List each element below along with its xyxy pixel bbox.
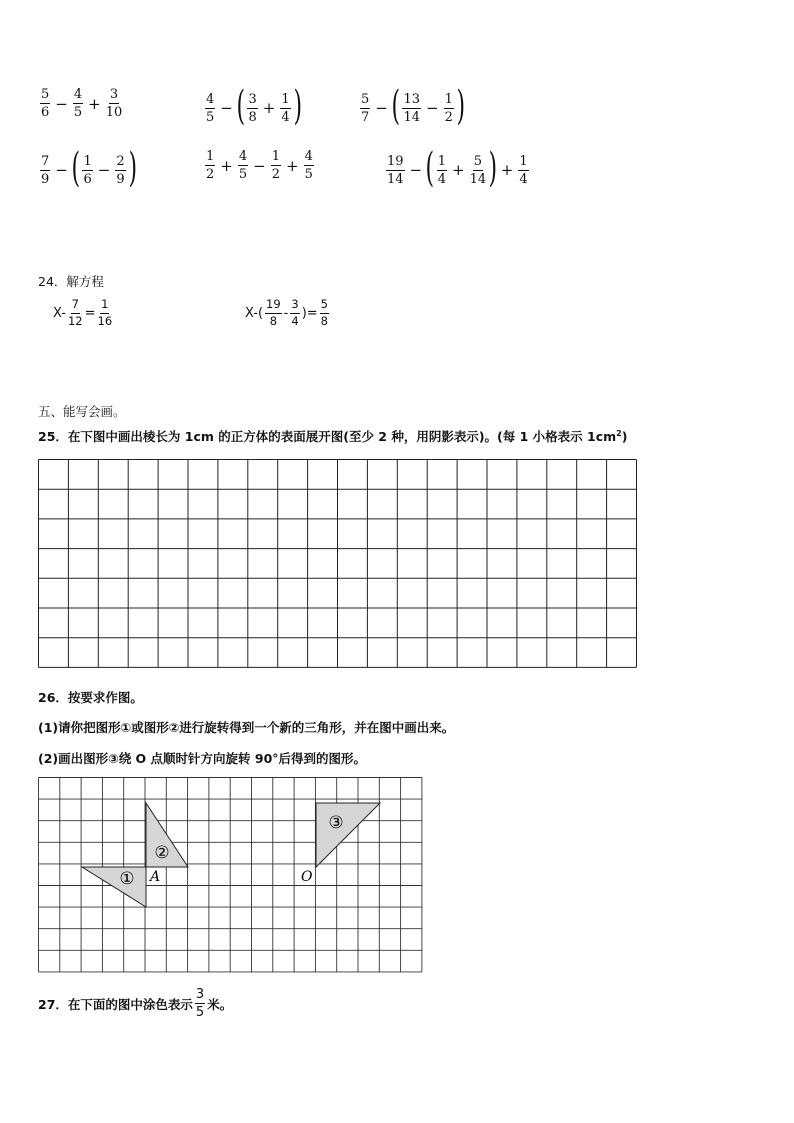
denominator: 14 bbox=[403, 109, 421, 125]
equation-text: X-( bbox=[245, 305, 264, 321]
denominator: 5 bbox=[304, 167, 313, 182]
left-paren: ( bbox=[391, 83, 400, 129]
operator: − bbox=[426, 99, 439, 117]
triangle-1 bbox=[82, 867, 146, 907]
denominator: 4 bbox=[291, 313, 299, 328]
right-paren: ) bbox=[456, 83, 465, 129]
equation-text: )= bbox=[301, 305, 318, 321]
operator: − bbox=[253, 156, 266, 175]
label-point-a: A bbox=[150, 869, 161, 885]
right-paren: ) bbox=[293, 83, 302, 129]
numerator: 4 bbox=[238, 149, 248, 164]
numerator: 2 bbox=[116, 153, 125, 169]
numerator: 13 bbox=[403, 91, 421, 107]
expr-1-1 bbox=[38, 88, 124, 119]
denominator: 14 bbox=[387, 171, 404, 187]
numerator: 1 bbox=[519, 153, 528, 169]
q25-text bbox=[38, 427, 627, 445]
expr-1-2 bbox=[203, 83, 302, 129]
denominator: 8 bbox=[248, 109, 257, 125]
denominator: 5 bbox=[238, 167, 248, 182]
equation-1 bbox=[53, 299, 114, 327]
numerator: 1 bbox=[83, 153, 92, 169]
denominator: 5 bbox=[73, 105, 83, 120]
numerator: 5 bbox=[320, 299, 329, 314]
denominator: 5 bbox=[206, 109, 215, 125]
denominator: 5 bbox=[195, 1005, 205, 1020]
left-paren: ( bbox=[425, 145, 435, 191]
q25-text-end: ) bbox=[621, 429, 628, 444]
numerator: 4 bbox=[304, 149, 313, 164]
denominator: 8 bbox=[320, 313, 328, 328]
denominator: 4 bbox=[281, 109, 290, 125]
numerator: 1 bbox=[100, 299, 109, 314]
equals-sign: = bbox=[84, 305, 96, 321]
numerator: 5 bbox=[361, 91, 370, 107]
label-shape-1: ① bbox=[119, 869, 135, 889]
denominator: 9 bbox=[116, 171, 125, 187]
numerator: 3 bbox=[195, 987, 205, 1002]
denominator: 12 bbox=[67, 313, 83, 328]
numerator: 1 bbox=[281, 91, 290, 107]
denominator: 2 bbox=[206, 167, 215, 182]
numerator: 1 bbox=[437, 153, 447, 169]
operator: − bbox=[409, 161, 423, 179]
operator: − bbox=[375, 99, 388, 117]
operator: − bbox=[97, 161, 111, 179]
numerator: 3 bbox=[248, 91, 257, 107]
grid-25 bbox=[38, 459, 640, 669]
denominator: 6 bbox=[83, 171, 92, 187]
expr-1-3 bbox=[358, 83, 465, 129]
denominator: 16 bbox=[97, 313, 113, 328]
operator: + bbox=[286, 156, 299, 175]
superscript: 2 bbox=[616, 428, 622, 438]
denominator: 6 bbox=[41, 105, 50, 120]
numerator: 4 bbox=[206, 91, 215, 107]
operator: + bbox=[220, 156, 233, 175]
right-paren: ) bbox=[488, 145, 498, 191]
numerator: 1 bbox=[271, 149, 280, 164]
expr-2-3 bbox=[384, 145, 531, 191]
expr-2-1 bbox=[38, 145, 137, 191]
denominator: 2 bbox=[271, 167, 280, 182]
q26-line1: (1)请你把图形①或图形②进行旋转得到一个新的三角形，并在图中画出来。 bbox=[38, 720, 455, 735]
operator: − bbox=[220, 99, 233, 117]
denominator: 8 bbox=[269, 313, 278, 328]
label-shape-3: ③ bbox=[328, 813, 344, 833]
label-shape-2: ② bbox=[154, 843, 170, 863]
numerator: 7 bbox=[41, 153, 50, 169]
left-paren: ( bbox=[236, 83, 245, 129]
denominator: 4 bbox=[519, 171, 528, 187]
operator: − bbox=[55, 161, 68, 179]
operator: + bbox=[88, 94, 101, 113]
equation-2 bbox=[245, 299, 331, 327]
grid-26 bbox=[38, 777, 425, 974]
numerator: 19 bbox=[387, 153, 404, 169]
denominator: 9 bbox=[41, 171, 50, 187]
numerator: 4 bbox=[73, 87, 83, 102]
right-paren: ) bbox=[128, 145, 137, 191]
numerator: 5 bbox=[41, 87, 50, 102]
numerator: 3 bbox=[109, 87, 119, 102]
numerator: 7 bbox=[71, 299, 80, 314]
numerator: 19 bbox=[265, 299, 282, 314]
triangle-3 bbox=[316, 803, 380, 867]
operator: + bbox=[500, 161, 514, 179]
denominator: 2 bbox=[444, 109, 453, 125]
section-5-title: 五、能写会画。 bbox=[38, 404, 126, 419]
operator: − bbox=[55, 94, 68, 113]
denominator: 14 bbox=[469, 171, 487, 187]
operator: + bbox=[452, 161, 465, 179]
numerator: 1 bbox=[444, 91, 453, 107]
label-point-o: O bbox=[301, 869, 313, 885]
denominator: 7 bbox=[361, 109, 370, 125]
denominator: 4 bbox=[437, 171, 447, 187]
q27-text-main: 27．在下面的图中涂色表示 bbox=[38, 996, 193, 1012]
expr-2-2 bbox=[203, 150, 316, 181]
q26-line2: (2)画出图形③绕 O 点顺时针方向旋转 90°后得到的图形。 bbox=[38, 751, 367, 766]
q27-unit: 米。 bbox=[207, 996, 233, 1012]
q27-text bbox=[38, 988, 232, 1019]
numerator: 5 bbox=[473, 153, 482, 169]
q25-text-main: 25．在下图中画出棱长为 1cm 的正方体的表面展开图(至少 2 种，用阴影表示)。(每 1 小格表示 1cm bbox=[38, 429, 617, 444]
numerator: 3 bbox=[290, 299, 299, 314]
denominator: 10 bbox=[105, 105, 123, 120]
minus-sign: - bbox=[283, 305, 289, 321]
left-paren: ( bbox=[71, 145, 80, 191]
q24-title: 24．解方程 bbox=[38, 274, 104, 289]
operator: + bbox=[262, 99, 276, 117]
numerator: 1 bbox=[206, 149, 215, 164]
equation-text: X- bbox=[53, 305, 66, 321]
q26-title: 26．按要求作图。 bbox=[38, 690, 143, 705]
